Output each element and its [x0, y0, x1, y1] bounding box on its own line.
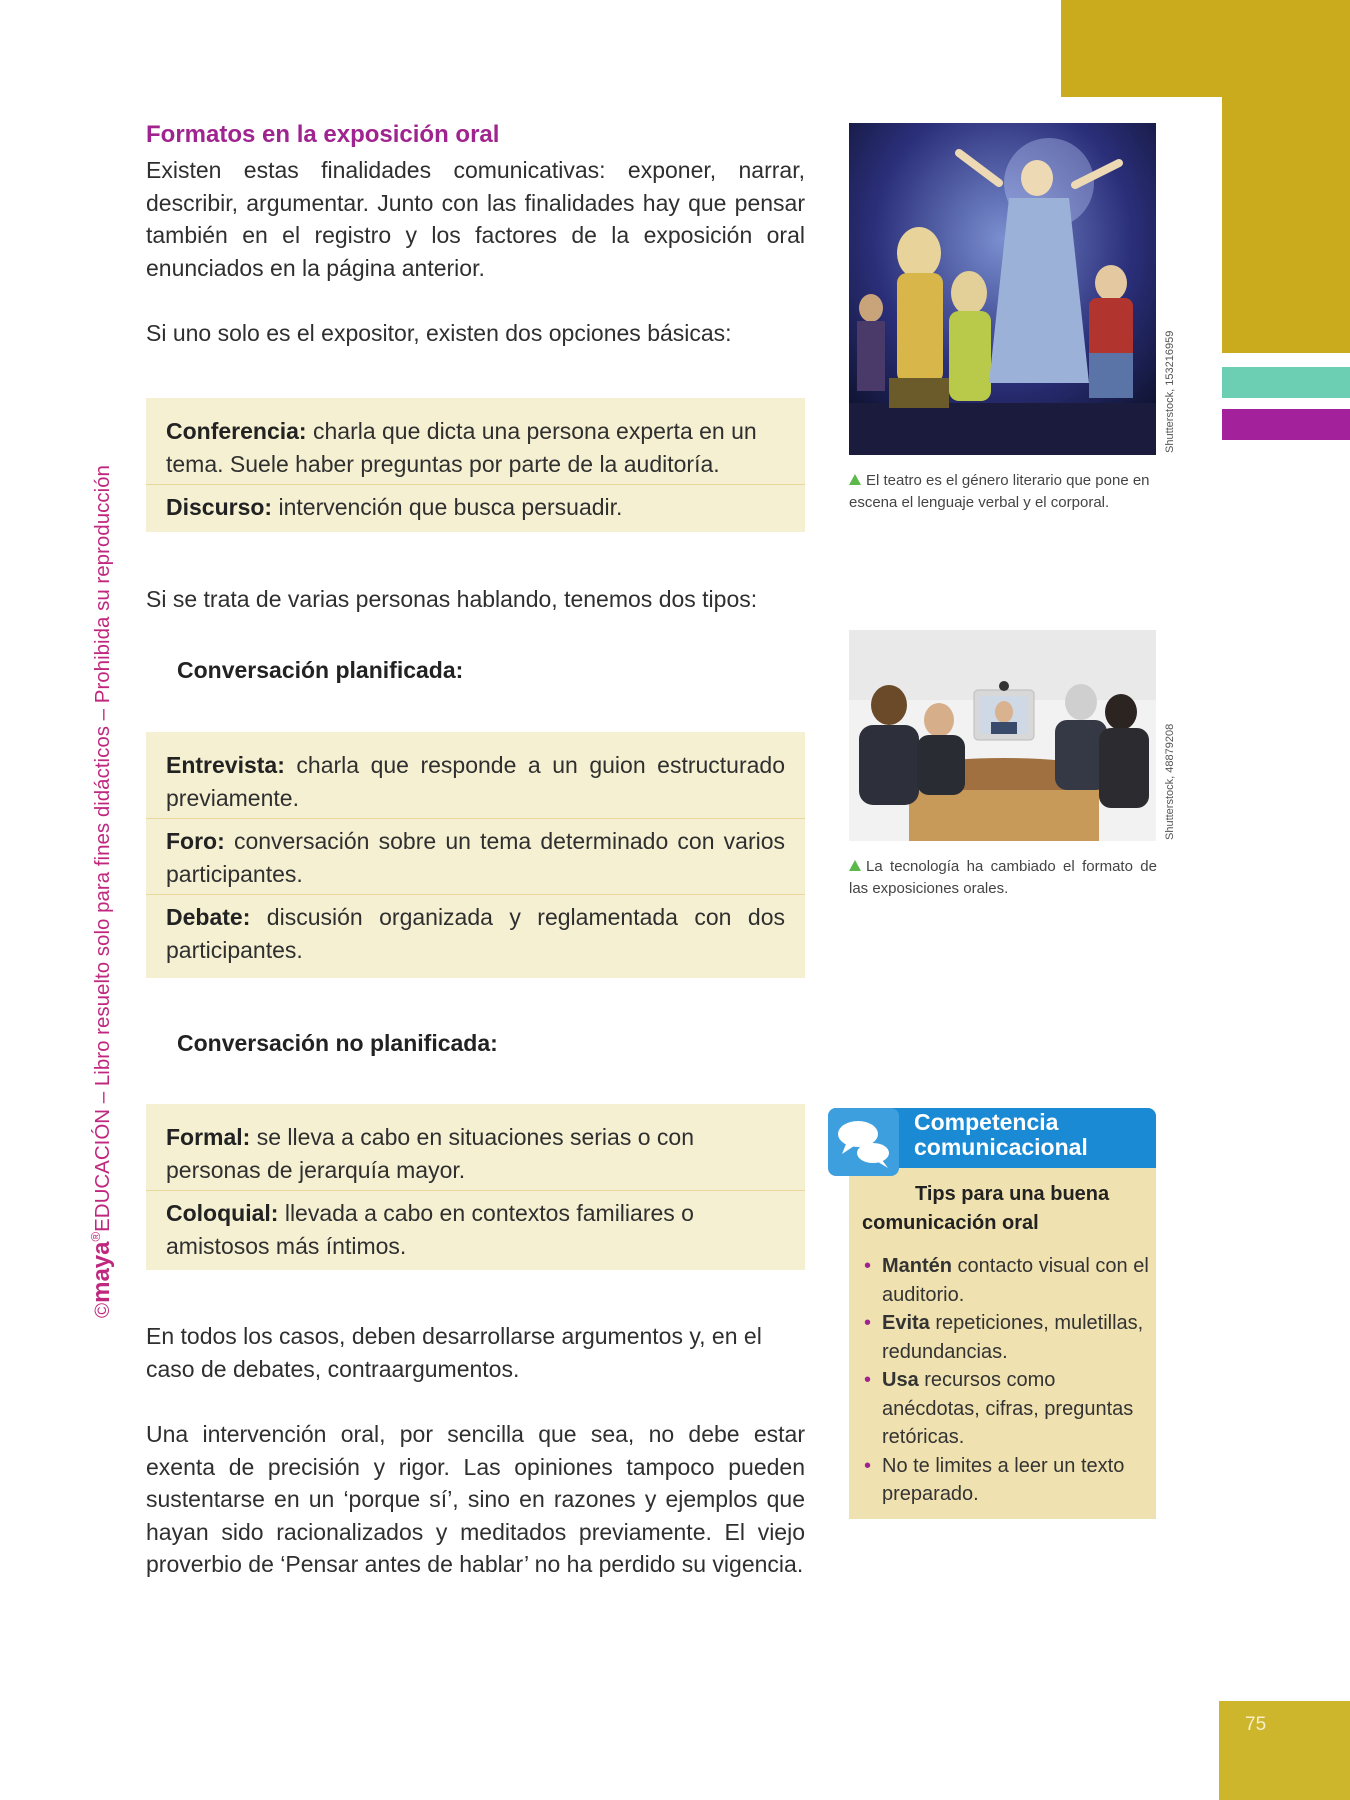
photo-caption-2: La tecnología ha cambiado el formato de las exposiciones orales.: [849, 858, 1157, 897]
definition-entrevista: [146, 743, 805, 818]
term-label: Entrevista:: [166, 752, 285, 778]
list-item: • Mantén contacto visual con el auditorio.: [862, 1252, 1152, 1309]
definition-coloquial: [146, 1190, 805, 1266]
list-item: • Usa recursos como anécdotas, cifras, preguntas retóricas.: [862, 1366, 1152, 1452]
list-item: • No te limites a leer un texto preparado.: [862, 1452, 1152, 1509]
definition-debate: [146, 894, 805, 970]
term-definition: conversación sobre un tema determinado con varios participantes.: [166, 828, 786, 887]
term-label: Discurso:: [166, 494, 273, 520]
closing-paragraph-2: Una intervención oral, por sencilla que sea, no debe estar exenta de precisión y rigor. Las opiniones tampoco pueden sustentarse en un ‘porque sí’, sino en razones y ejemplos que hayan sido racionalizados y meditados previamente. El viejo proverbio de ‘Pensar antes de hablar’ no ha perdido su vigencia.: [146, 1421, 805, 1577]
closing-paragraph-1: En todos los casos, deben desarrollarse argumentos y, en el caso de debates, contraargumentos.: [146, 1323, 762, 1382]
term-label: Formal:: [166, 1124, 251, 1150]
term-definition: intervención que busca persuadir.: [278, 494, 623, 520]
meeting-illustration: [849, 630, 1156, 841]
gold-corner-right: [1222, 97, 1350, 353]
meeting-photo: [849, 630, 1156, 841]
page-number: 75: [1245, 1714, 1267, 1735]
multi-speaker-intro: Si se trata de varias personas hablando, tenemos dos tipos:: [146, 586, 758, 612]
speech-bubbles-glyph: [828, 1108, 899, 1176]
planned-heading: Conversación planificada:: [177, 657, 464, 683]
definitions-box-unplanned: [146, 1104, 805, 1270]
triangle-bullet-icon: [849, 860, 861, 871]
term-label: Coloquial:: [166, 1200, 279, 1226]
list-item: • Evita repeticiones, muletillas, redundancias.: [862, 1309, 1152, 1366]
definition-foro: [146, 818, 805, 894]
page-number-block: [1219, 1701, 1350, 1800]
term-definition: charla que responde a un guion estructurado previamente.: [166, 752, 786, 811]
term-definition: llevada a cabo en contextos familiares o amistosos más íntimos.: [166, 1200, 694, 1259]
magenta-bar: [1222, 409, 1350, 440]
theatre-illustration: [849, 123, 1156, 455]
definitions-box-single: [146, 398, 805, 532]
term-definition: se lleva a cabo en situaciones serias o con personas de jerarquía mayor.: [166, 1124, 694, 1183]
tips-title: Tips para una buena comunicación oral: [862, 1183, 1110, 1234]
photo-credit-1: Shutterstock, 153216959: [1164, 330, 1176, 453]
speech-bubbles-icon: [828, 1108, 899, 1176]
definitions-box-planned: [146, 732, 805, 978]
copyright-side-note: ©maya®EDUCACIÓN – Libro resuelto solo para fines didácticos – Prohibida su reproducción: [88, 465, 115, 1318]
definition-formal: [146, 1115, 805, 1190]
term-definition: charla que dicta una persona experta en un tema. Suele haber preguntas por parte de la auditoría.: [166, 418, 757, 477]
term-definition: discusión organizada y reglamentada con dos participantes.: [166, 904, 785, 963]
term-label: Debate:: [166, 904, 251, 930]
tips-list: [862, 1252, 1152, 1509]
gold-corner-top: [1061, 0, 1350, 97]
teal-bar: [1222, 367, 1350, 398]
photo-credit-2: Shutterstock, 48879208: [1164, 723, 1176, 840]
term-label: Foro:: [166, 828, 225, 854]
definition-conferencia: [146, 409, 805, 484]
triangle-bullet-icon: [849, 474, 861, 485]
definition-discurso: [146, 484, 805, 528]
single-speaker-intro: Si uno solo es el expositor, existen dos opciones básicas:: [146, 320, 732, 346]
photo-caption-1: El teatro es el género literario que pone en escena el lenguaje verbal y el corporal.: [849, 472, 1150, 511]
intro-paragraph: Existen estas finalidades comunicativas: exponer, narrar, describir, argumentar. Junto con las finalidades hay que pensar también en el registro y los factores de la exposición oral enunciados en la página anterior.: [146, 157, 805, 281]
maya-brand-logo: maya: [88, 1241, 115, 1303]
unplanned-heading: Conversación no planificada:: [177, 1030, 498, 1056]
competencia-title: Competencia comunicacional: [914, 1109, 1088, 1160]
section-heading: Formatos en la exposición oral: [146, 121, 500, 148]
term-label: Conferencia:: [166, 418, 307, 444]
theatre-photo: [849, 123, 1156, 455]
